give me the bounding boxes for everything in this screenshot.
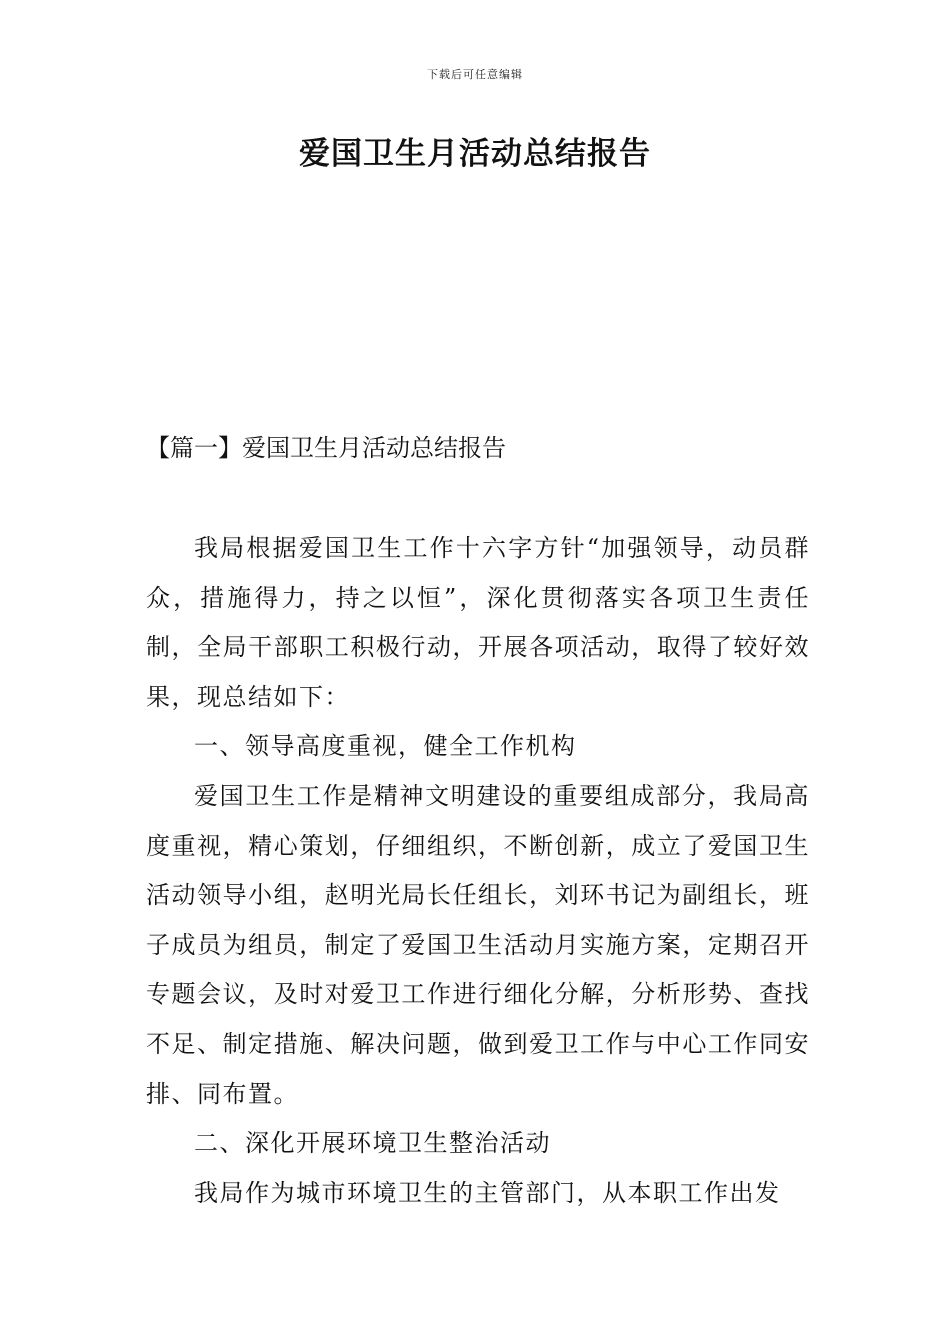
header-note: 下载后可任意编辑 bbox=[427, 68, 523, 81]
document-title: 爱国卫生月活动总结报告 bbox=[299, 136, 651, 172]
section-heading: 【篇一】爱国卫生月活动总结报告 bbox=[146, 434, 506, 462]
document-body bbox=[146, 524, 810, 1218]
subheading-two: 二、深化开展环境卫生整治活动 bbox=[194, 1129, 551, 1158]
subheading-one: 一、领导高度重视，健全工作机构 bbox=[194, 732, 577, 761]
intro-paragraph: 我局根据爱国卫生工作十六字方针“加强领导，动员群众，措施得力，持之以恒”，深化贯彻落实各项卫生责任制，全局干部职工积极行动，开展各项活动，取得了较好效果，现总结如下： bbox=[146, 534, 810, 711]
body-paragraph: 我局作为城市环境卫生的主管部门，从本职工作出发 bbox=[194, 1178, 781, 1207]
body-paragraph: 爱国卫生工作是精神文明建设的重要组成部分，我局高度重视，精心策划，仔细组织，不断创新，成立了爱国卫生活动领导小组，赵明光局长任组长，刘环书记为副组长，班子成员为组员，制定了爱国卫生活动月实施方案，定期召开专题会议，及时对爱卫工作进行细化分解，分析形势、查找不足、制定措施、解决问题，做到爱卫工作与中心工作同安排、同布置。 bbox=[146, 781, 810, 1108]
